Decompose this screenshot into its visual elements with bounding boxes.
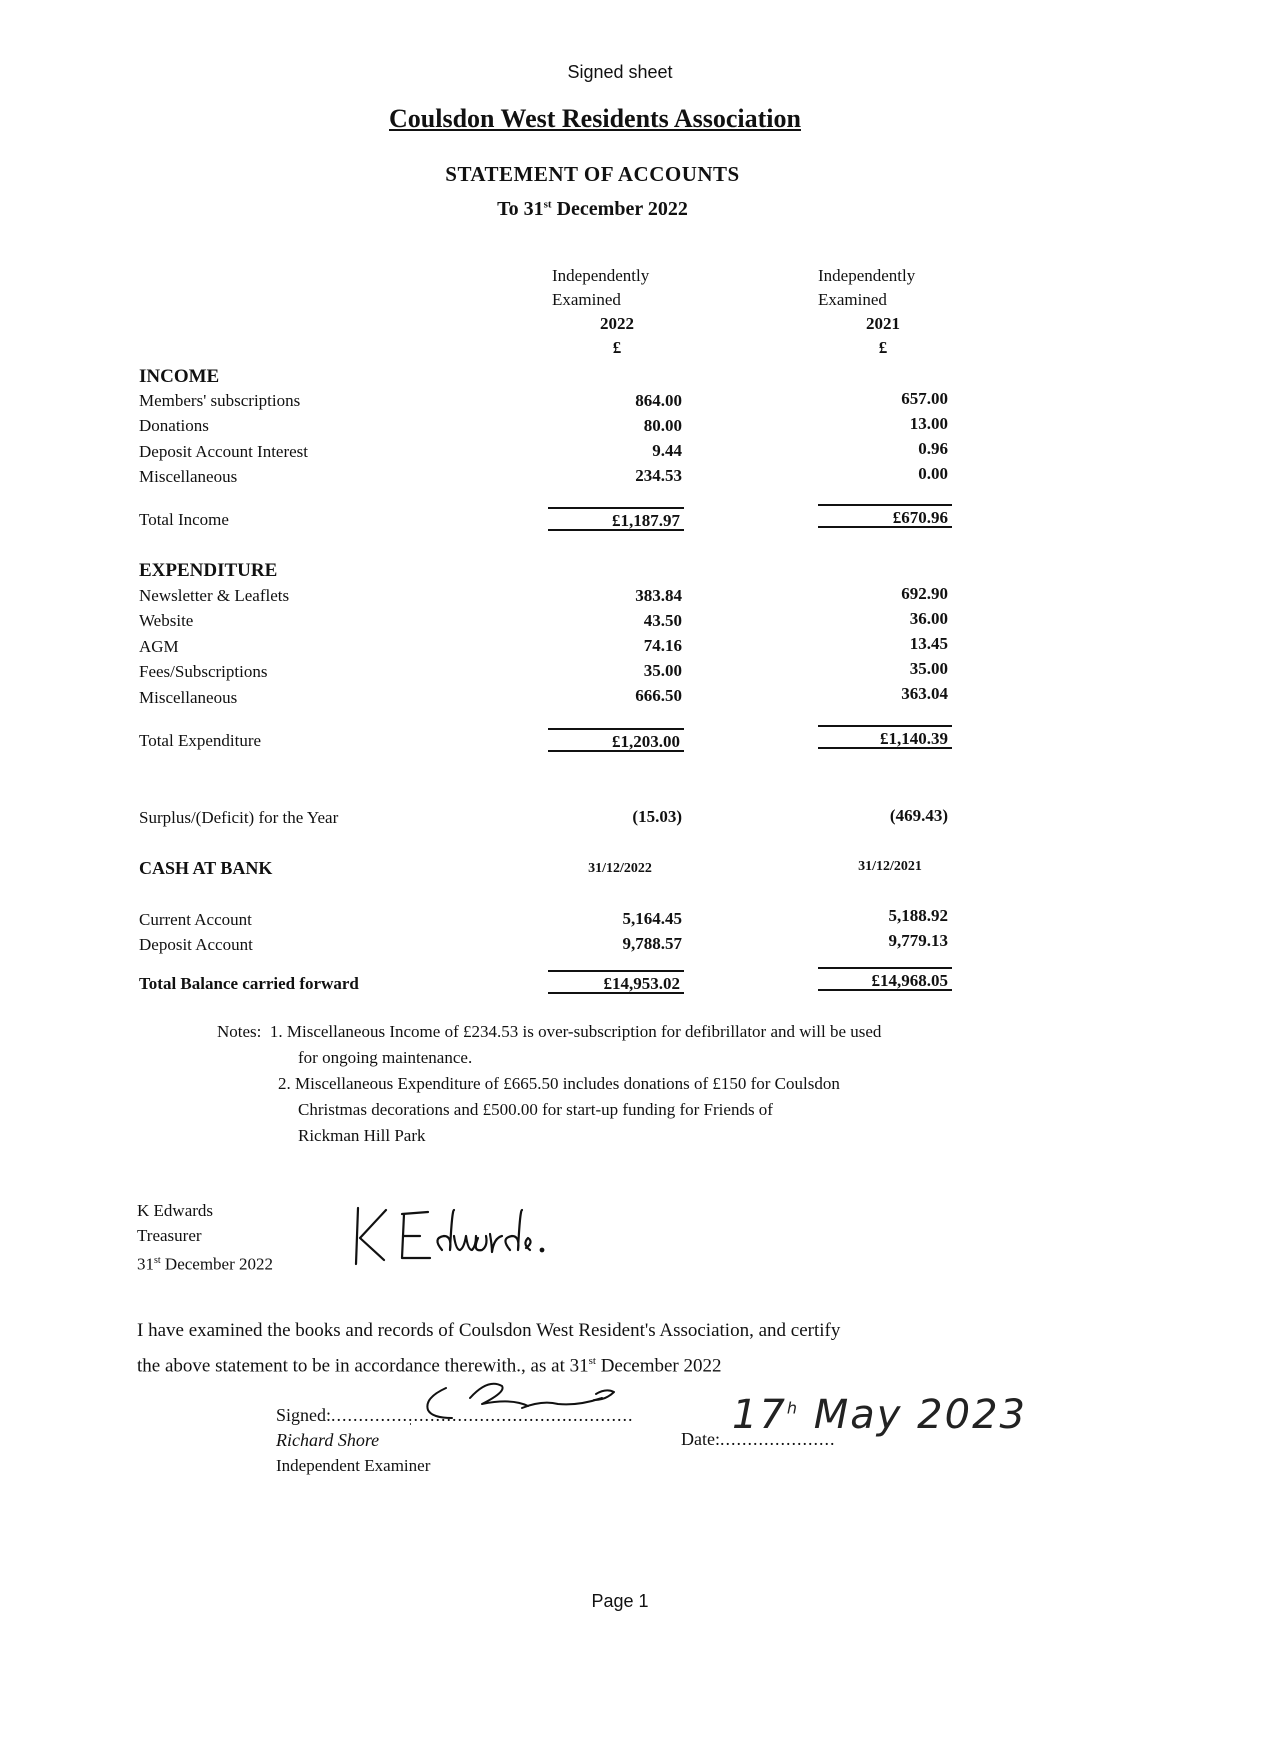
treasurer-block — [137, 1198, 357, 1277]
cash-row-value-2022: 9,788.57 — [622, 934, 682, 953]
surplus-2021: (469.43) — [889, 806, 948, 825]
cash-date-2022: 31/12/2022 — [588, 861, 652, 876]
examiner-certification — [137, 1316, 1017, 1381]
expenditure-row-value-2022: 35.00 — [643, 661, 682, 680]
expenditure-row-value-2021: 692.90 — [901, 584, 948, 603]
total-expenditure-label: Total Expenditure — [139, 731, 262, 750]
income-row-value-2021: 13.00 — [909, 414, 948, 433]
total-balance-2022: £14,953.02 — [548, 970, 684, 994]
income-row-label: Miscellaneous — [139, 467, 238, 486]
income-row-value-2022: 864.00 — [635, 391, 682, 410]
expenditure-row-label: Fees/Subscriptions — [139, 662, 268, 681]
certification-line-1: I have examined the books and records of Coulsdon West Resident's Association, and certify — [137, 1320, 841, 1341]
total-expenditure-2022: £1,203.00 — [548, 728, 684, 752]
expenditure-row-label: AGM — [139, 637, 179, 656]
income-row-value-2021: 0.00 — [918, 464, 948, 483]
cash-row-value-2022: 5,164.45 — [622, 909, 682, 928]
expenditure-row-value-2022: 666.50 — [635, 686, 682, 705]
total-income-label: Total Income — [139, 510, 229, 529]
treasurer-role: Treasurer — [137, 1226, 202, 1245]
income-row-value-2022: 234.53 — [635, 466, 682, 485]
total-balance-2021: £14,968.05 — [818, 967, 952, 991]
signed-line: Signed:....................................................... — [276, 1405, 634, 1425]
cash-row-value-2021: 9,779.13 — [888, 931, 948, 950]
income-heading: INCOME — [139, 366, 220, 387]
column-header-2022: Independently Examined 2022 £ — [552, 266, 650, 357]
date-line: Date:..................... — [681, 1429, 836, 1449]
surplus-label: Surplus/(Deficit) for the Year — [139, 808, 339, 827]
expenditure-row-value-2022: 43.50 — [643, 611, 682, 630]
income-row-value-2021: 657.00 — [901, 389, 948, 408]
cash-date-2021: 31/12/2021 — [858, 859, 922, 874]
handwritten-date: 17$^h$ May 2023 — [732, 1392, 1027, 1438]
income-row-value-2022: 80.00 — [643, 416, 682, 435]
cash-row-label: Deposit Account — [139, 935, 253, 954]
note-1-line-2: for ongoing maintenance. — [298, 1048, 473, 1067]
expenditure-row-value-2021: 36.00 — [909, 609, 948, 628]
top-label: Signed sheet — [567, 62, 673, 82]
expenditure-row-value-2021: 13.45 — [909, 634, 948, 653]
cash-row-value-2021: 5,188.92 — [888, 906, 948, 925]
expenditure-heading: EXPENDITURE — [139, 560, 278, 581]
note-2-line-1: 2. Miscellaneous Expenditure of £665.50 includes donations of £150 for Coulsdon — [278, 1074, 840, 1093]
total-income-2022: £1,187.97 — [548, 507, 684, 531]
cash-at-bank-heading: CASH AT BANK — [139, 858, 273, 878]
notes-block — [217, 1019, 1037, 1149]
expenditure-row-value-2022: 74.16 — [643, 636, 682, 655]
income-row-label: Donations — [139, 416, 209, 435]
page-number: Page 1 — [591, 1591, 649, 1611]
cash-row-label: Current Account — [139, 910, 252, 929]
expenditure-row-value-2022: 383.84 — [635, 586, 682, 605]
column-header-2021: Independently Examined 2021 £ — [818, 266, 916, 357]
treasurer-signature — [350, 1196, 550, 1276]
expenditure-row-label: Miscellaneous — [139, 688, 238, 707]
income-row-label: Members' subscriptions — [139, 391, 301, 410]
income-row-label: Deposit Account Interest — [139, 442, 309, 461]
note-1-line-1: Notes: 1. Miscellaneous Income of £234.53 is over-subscription for defibrillator and will be used — [217, 1022, 882, 1041]
treasurer-name: K Edwards — [137, 1201, 214, 1220]
expenditure-row-value-2021: 35.00 — [909, 659, 948, 678]
examiner-name: Richard Shore — [276, 1430, 380, 1450]
statement-title: STATEMENT OF ACCOUNTS — [445, 162, 740, 186]
expenditure-row-label: Website — [139, 611, 194, 630]
certification-line-2: the above statement to be in accordance therewith., as at 31st December 2022 — [137, 1355, 722, 1377]
examiner-block — [276, 1403, 696, 1478]
note-2-line-3: Rickman Hill Park — [298, 1126, 426, 1145]
total-expenditure-2021: £1,140.39 — [818, 725, 952, 749]
surplus-2022: (15.03) — [632, 807, 682, 826]
examiner-role: Independent Examiner — [276, 1456, 431, 1475]
treasurer-date: 31st December 2022 — [137, 1254, 274, 1274]
total-income-2021: £670.96 — [818, 504, 952, 528]
organisation-title: Coulsdon West Residents Association — [389, 104, 801, 133]
total-balance-label: Total Balance carried forward — [139, 974, 359, 993]
note-2-line-2: Christmas decorations and £500.00 for start-up funding for Friends of — [298, 1100, 773, 1119]
income-row-value-2022: 9.44 — [652, 441, 682, 460]
expenditure-row-value-2021: 363.04 — [901, 684, 948, 703]
statement-period: To 31st December 2022 — [497, 198, 688, 220]
expenditure-row-label: Newsletter & Leaflets — [139, 586, 290, 605]
income-row-value-2021: 0.96 — [918, 439, 948, 458]
